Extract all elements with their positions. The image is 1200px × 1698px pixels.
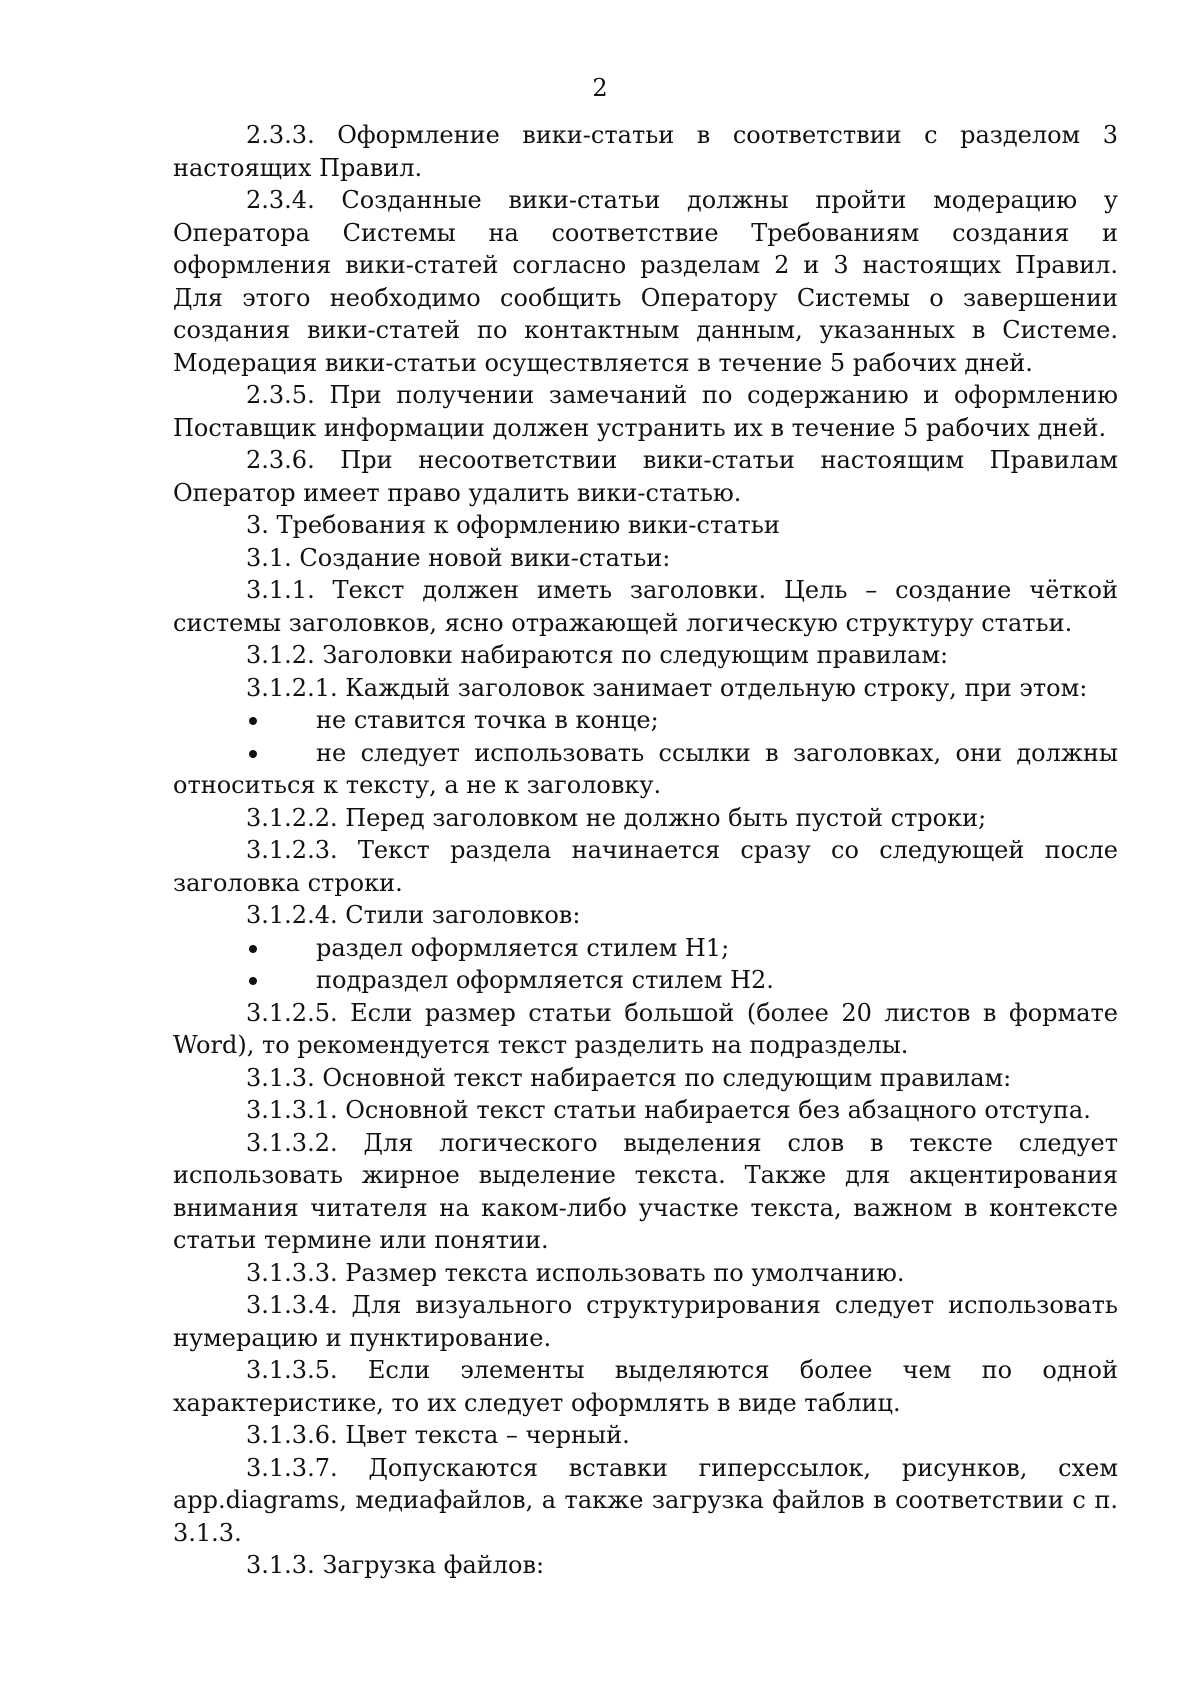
paragraph: 3.1.3.1. Основной текст статьи набирается без абзацного отступа.: [246, 1096, 1091, 1124]
bullet-item: [173, 964, 1118, 997]
bullet-text: не ставится точка в конце;: [316, 706, 659, 734]
bullet-item: [173, 704, 1118, 737]
bullet-item: [173, 737, 1118, 802]
bullet-text: не следует использовать ссылки в заголовках, они должны относиться к тексту, а не к заголовку.: [173, 738, 1118, 799]
bullet-text: подраздел оформляется стилем H2.: [316, 966, 774, 994]
paragraph: 3.1.2. Заголовки набираются по следующим правилам:: [246, 641, 949, 669]
paragraph: 3.1.3.3. Размер текста использовать по умолчанию.: [246, 1258, 905, 1287]
page-number: 2: [592, 74, 608, 102]
paragraph: 3.1.3.5. Если элементы выделяются более чем по одной характеристике, то их следует оформлять в виде таблиц.: [173, 1356, 1118, 1417]
paragraph: 2.3.3. Оформление вики-статьи в соответствии с разделом 3 настоящих Правил.: [173, 121, 1118, 182]
paragraph: 3.1.2.4. Стили заголовков:: [246, 901, 581, 929]
paragraph: 3.1.3.7. Допускаются вставки гиперссылок, рисунков, схем app.diagrams, медиафайлов, а также загрузка файлов в соответствии с п. 3.1.3.: [173, 1453, 1118, 1547]
paragraph: 3. Требования к оформлению вики-статьи: [246, 511, 780, 539]
paragraph: 3.1.2.5. Если размер статьи большой (более 20 листов в формате Word), то рекомендуется текст разделить на подразделы.: [173, 998, 1118, 1059]
paragraph: 3.1.1. Текст должен иметь заголовки. Цель – создание чёткой системы заголовков, ясно отражающей логическую структуру статьи.: [173, 576, 1118, 637]
paragraph: 3.1.2.1. Каждый заголовок занимает отдельную строку, при этом:: [246, 673, 1088, 702]
paragraph: 3.1.2.3. Текст раздела начинается сразу со следующей после заголовка строки.: [173, 836, 1118, 897]
paragraph: 2.3.4. Созданные вики-статьи должны пройти модерацию у Оператора Системы на соответствие Требованиям создания и оформления вики-статей согласно разделам 2 и 3 настоящих Правил. Для этого необходимо сообщить Оператору Системы о завершении создания вики-статей по контактным данным, указанных в Системе. Модерация вики-статьи осуществляется в течение 5 рабочих дней.: [173, 186, 1118, 377]
paragraph: 3.1.2.2. Перед заголовком не должно быть пустой строки;: [246, 803, 987, 832]
bullet-text: раздел оформляется стилем H1;: [316, 933, 730, 962]
paragraph: 3.1.3.4. Для визуального структурирования следует использовать нумерацию и пунктирование.: [173, 1291, 1118, 1352]
paragraph: 3.1.3. Загрузка файлов:: [246, 1551, 545, 1579]
paragraph: 2.3.6. При несоответствии вики-статьи настоящим Правилам Оператор имеет право удалить вики-статью.: [173, 446, 1118, 507]
document-body: [173, 119, 1118, 1582]
paragraph: 3.1.3.6. Цвет текста – черный.: [246, 1421, 630, 1449]
bullet-item: [173, 932, 1118, 965]
paragraph: 3.1.3.2. Для логического выделения слов в тексте следует использовать жирное выделение текста. Также для акцентирования внимания читателя на каком-либо участке текста, важном в контексте статьи термине или понятии.: [173, 1128, 1118, 1254]
paragraph: 3.1.3. Основной текст набирается по следующим правилам:: [246, 1063, 1012, 1092]
paragraph: 2.3.5. При получении замечаний по содержанию и оформлению Поставщик информации должен устранить их в течение 5 рабочих дней.: [173, 381, 1118, 442]
paragraph: 3.1. Создание новой вики-статьи:: [246, 543, 671, 572]
